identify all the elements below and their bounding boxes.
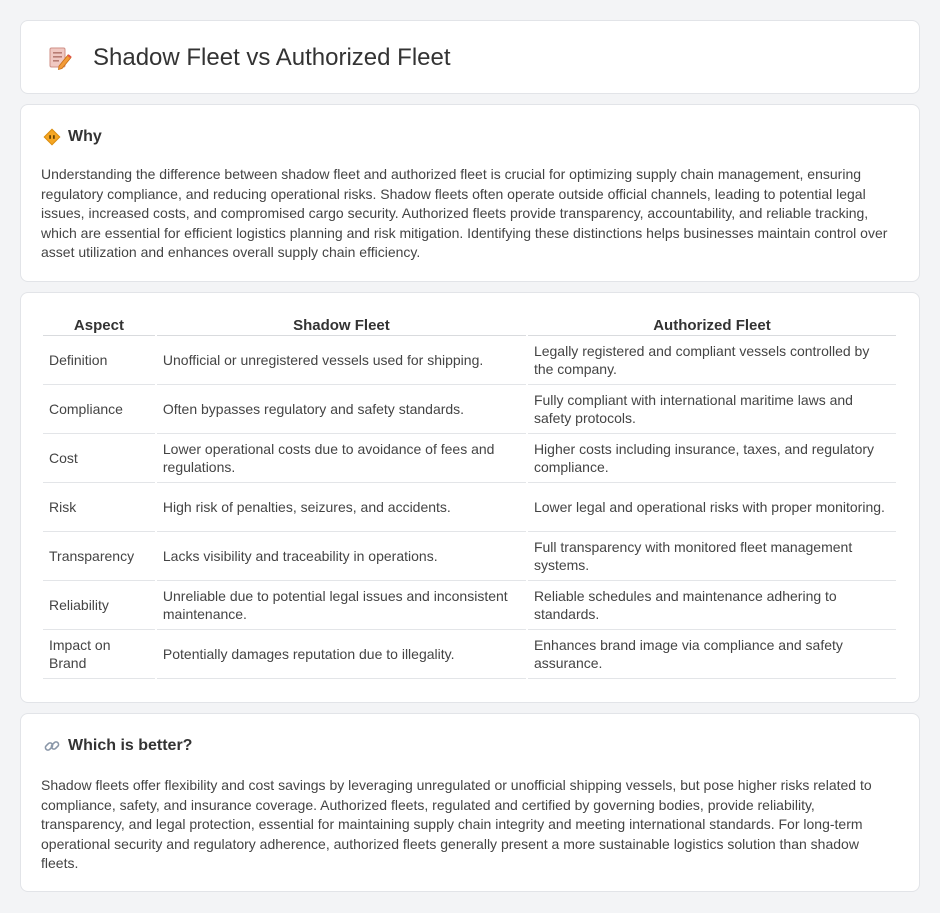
table-row [43, 581, 896, 630]
why-title: Why [68, 128, 102, 145]
row-aspect: Compliance [43, 385, 155, 434]
row-shadow: Unofficial or unregistered vessels used for shipping. [157, 336, 526, 385]
pencil-document-icon [47, 45, 73, 71]
table-row [43, 336, 896, 385]
row-authorized: Fully compliant with international maritime laws and safety protocols. [528, 385, 896, 434]
row-authorized: Higher costs including insurance, taxes, and regulatory compliance. [528, 434, 896, 483]
header-shadow-fleet: Shadow Fleet [157, 315, 526, 336]
row-aspect: Reliability [43, 581, 155, 630]
table-row [43, 630, 896, 679]
row-shadow: Lower operational costs due to avoidance of fees and regulations. [157, 434, 526, 483]
row-shadow: Often bypasses regulatory and safety standards. [157, 385, 526, 434]
table-row [43, 483, 896, 532]
row-aspect: Risk [43, 483, 155, 532]
better-text: Shadow fleets offer flexibility and cost savings by leveraging unregulated or unofficial shipping vessels, but pose higher risks related to compliance, safety, and insurance coverage. Authorized fleets, regulated and certified by governing bodies, provide reliability, transparency, and legal protection, essential for maintaining supply chain integrity and meeting international standards. For long-term operational security and regulatory adherence, authorized fleets generally present a more sustainable logistics solution than shadow fleets. [41, 777, 872, 871]
row-shadow: Unreliable due to potential legal issues and inconsistent maintenance. [157, 581, 526, 630]
row-authorized: Legally registered and compliant vessels controlled by the company. [528, 336, 896, 385]
link-icon [43, 737, 61, 755]
header-aspect: Aspect [43, 315, 155, 336]
table-header-row [43, 315, 896, 336]
why-section [20, 104, 920, 282]
row-authorized: Enhances brand image via compliance and safety assurance. [528, 630, 896, 679]
row-aspect: Cost [43, 434, 155, 483]
table-row [43, 434, 896, 483]
better-title: Which is better? [68, 737, 193, 754]
table-row [43, 385, 896, 434]
page-title: Shadow Fleet vs Authorized Fleet [93, 44, 451, 71]
row-shadow: Potentially damages reputation due to illegality. [157, 630, 526, 679]
row-shadow: Lacks visibility and traceability in operations. [157, 532, 526, 581]
which-is-better-section [20, 713, 920, 892]
header-authorized-fleet: Authorized Fleet [528, 315, 896, 336]
row-aspect: Definition [43, 336, 155, 385]
why-text: Understanding the difference between shadow fleet and authorized fleet is crucial for optimizing supply chain management, ensuring regulatory compliance, and reducing operational risks. Shadow fleets often operate outside official channels, leading to potential legal issues, increased costs, and compromised cargo security. Authorized fleets provide transparency, accountability, and reliable tracking, which are essential for efficient logistics planning and risk mitigation. Identifying these distinctions helps businesses maintain control over asset utilization and enhances overall supply chain efficiency. [41, 166, 888, 260]
row-authorized: Reliable schedules and maintenance adhering to standards. [528, 581, 896, 630]
comparison-table [41, 315, 898, 679]
row-shadow: High risk of penalties, seizures, and accidents. [157, 483, 526, 532]
why-header [43, 127, 102, 147]
table-row [43, 532, 896, 581]
diamond-sign-icon [43, 128, 61, 146]
title-card [20, 20, 920, 94]
row-authorized: Full transparency with monitored fleet management systems. [528, 532, 896, 581]
row-aspect: Impact on Brand [43, 630, 155, 679]
row-aspect: Transparency [43, 532, 155, 581]
comparison-card [20, 292, 920, 703]
title-wrap [47, 43, 451, 73]
better-header [43, 736, 192, 756]
row-authorized: Lower legal and operational risks with proper monitoring. [528, 483, 896, 532]
